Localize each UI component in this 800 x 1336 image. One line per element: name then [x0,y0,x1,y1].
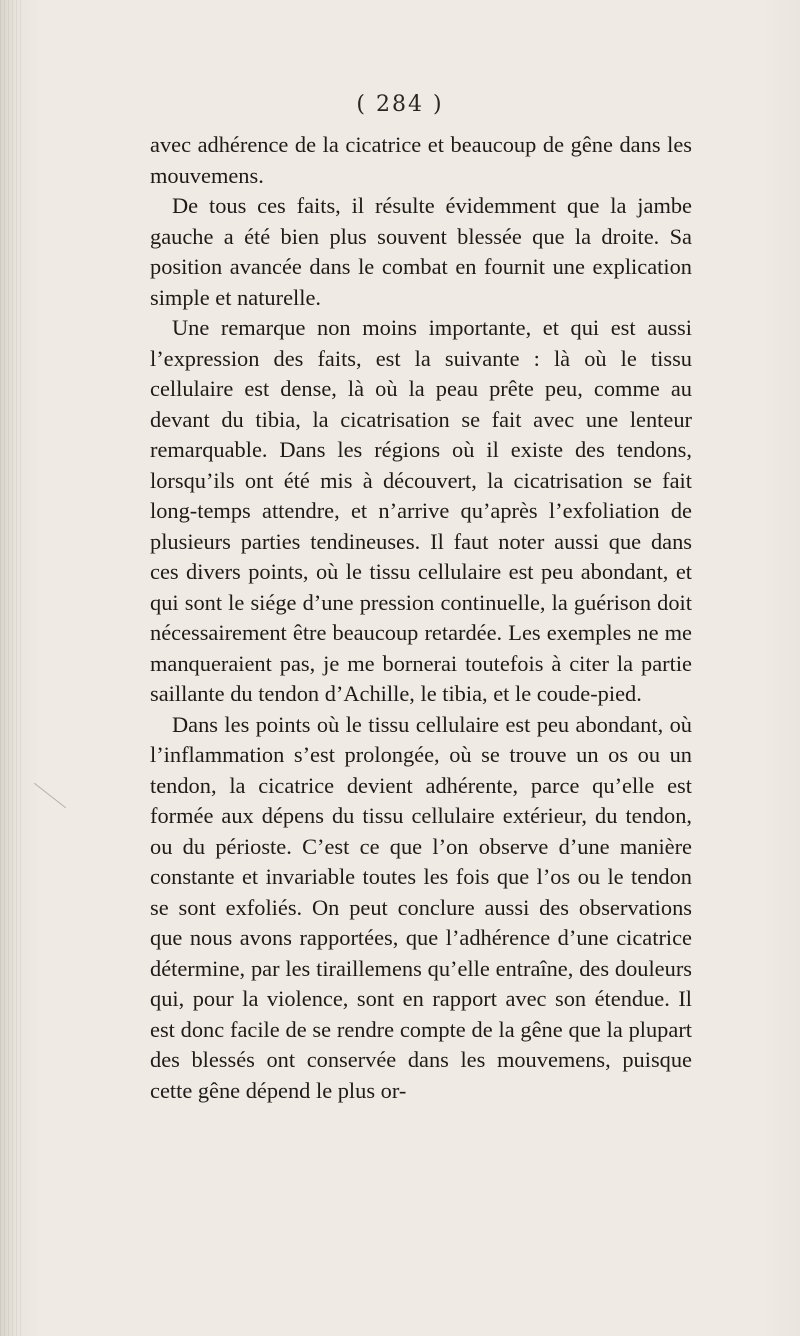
paragraph-3: Une remarque non moins importante, et qui est aussi l’expression des faits, est la suivante : là où le tissu cellulaire est dense, là où la peau prête peu, comme au devant du tibia, la cicatrisation se fait avec une lenteur remarquable. Dans les régions où il existe des tendons, lorsqu’ils ont été mis à découvert, la cicatrisation se fait long-temps attendre, et n’arrive qu’après l’exfoliation de plusieurs parties tendineuses. Il faut noter aussi que dans ces divers points, où le tissu cellulaire est peu abondant, et qui sont le siége d’une pression continuelle, la guérison doit nécessairement être beaucoup retardée. Les exemples ne me manqueraient pas, je me bornerai toutefois à citer la partie saillante du tendon d’Achille, le tibia, et le coude-pied. [150,315,692,706]
body-text [150,130,692,1106]
binding-gutter [0,0,22,1336]
paper-scratch-mark [34,783,66,808]
paragraph-1: avec adhérence de la cicatrice et beaucoup de gêne dans les mouvemens. [150,132,692,188]
page-number: ( 284 ) [356,92,444,117]
paragraph-4: Dans les points où le tissu cellulaire est peu abondant, où l’inflammation s’est prolongée, où se trouve un os ou un tendon, la cicatrice devient adhérente, parce qu’elle est formée aux dépens du tissu cellulaire extérieur, du tendon, ou du périoste. C’est ce que l’on observe d’une manière constante et invariable toutes les fois que l’os ou le tendon se sont exfoliés. On peut conclure aussi des observations que nous avons rapportées, que l’adhérence d’une cicatrice détermine, par les tiraillemens qu’elle entraîne, des douleurs qui, pour la violence, sont en rapport avec son étendue. Il est donc facile de se rendre compte de la gêne que la plupart des blessés ont conservée dans les mouvemens, puisque cette gêne dépend le plus or- [150,711,692,1103]
paragraph-2: De tous ces faits, il résulte évidemment que la jambe gauche a été bien plus souvent blessée que la droite. Sa position avancée dans le combat en fournit une explication simple et naturelle. [150,193,692,310]
